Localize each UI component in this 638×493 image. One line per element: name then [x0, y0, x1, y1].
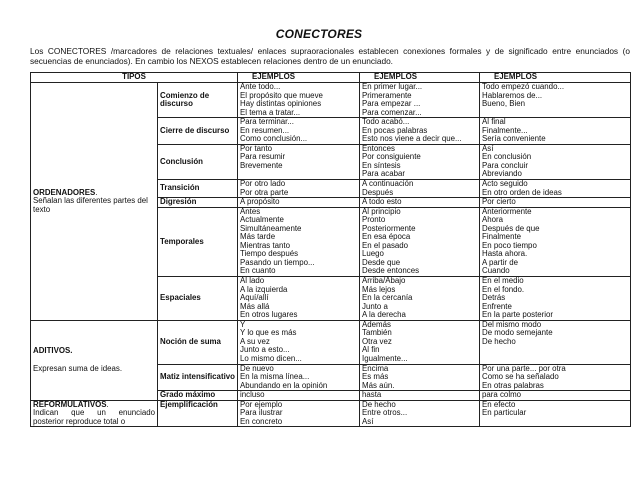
example-item: En primer lugar... [362, 83, 423, 91]
example-item: Por otra parte [240, 188, 289, 197]
example-item: Para concluir [482, 161, 529, 170]
examples-col-3 [480, 180, 631, 198]
example-item: Luego [362, 250, 384, 259]
example-item: Antes [240, 207, 261, 216]
example-item: A partir de [482, 258, 518, 267]
example-item: Después [362, 188, 394, 197]
subtype-label: Cierre de discurso [158, 118, 238, 145]
examples-col-1 [238, 320, 360, 364]
example-item: Por cierto [482, 198, 516, 207]
example-item: Brevemente [240, 161, 283, 170]
category-reformulativos [31, 400, 158, 427]
example-item: Anteriormente [482, 207, 532, 216]
example-item: Por una parte... por otra [482, 364, 566, 373]
example-item: A su vez [240, 337, 270, 346]
example-item: De modo semejante [482, 329, 553, 338]
category-description: Expresan suma de ideas. [33, 363, 123, 373]
subtype-label: Espaciales [158, 277, 238, 321]
examples-col-2 [360, 320, 480, 364]
examples-col-3 [480, 118, 631, 145]
examples-col-3 [480, 400, 631, 427]
example-item: De hecho [482, 337, 516, 346]
example-item: En conclusión [482, 153, 532, 162]
category-punct: . [95, 187, 98, 197]
example-item: Más lejos [362, 285, 396, 294]
examples-col-2 [360, 118, 480, 145]
example-item: Es más [362, 373, 389, 382]
example-item: Por otro lado [240, 180, 286, 189]
example-item: Como conclusión... [240, 135, 308, 144]
example-item: Más tarde [240, 233, 276, 242]
examples-col-3 [480, 391, 631, 401]
subtype-label: Noción de suma [158, 320, 238, 364]
example-item: incluso [240, 391, 265, 400]
examples-col-1 [238, 277, 360, 321]
example-item: Mientras tanto [240, 241, 290, 250]
example-item: A continuación [362, 180, 414, 189]
examples-col-2 [360, 198, 480, 208]
example-item: Entre otros... [362, 409, 408, 418]
examples-col-2 [360, 364, 480, 391]
example-item: Hasta ahora. [482, 250, 528, 259]
category-punct: . [106, 399, 109, 409]
header-tipos: TIPOS [31, 73, 238, 83]
examples-col-1 [238, 198, 360, 208]
example-item: Para resumir [240, 153, 286, 162]
subtype-label: Conclusión [158, 144, 238, 179]
example-item: Como se ha señalado [482, 373, 559, 382]
example-item: Abreviando [482, 170, 522, 179]
subtype-label: Comienzo de discurso [158, 83, 238, 118]
example-item: Lo mismo dicen... [240, 354, 302, 363]
example-item: Todo empezó cuando... [482, 83, 565, 91]
example-item: Por ejemplo [240, 400, 283, 409]
example-item: Para empezar ... [362, 100, 421, 109]
example-item: En poco tiempo [482, 241, 537, 250]
example-item: En el pasado [362, 241, 409, 250]
example-item: Finalmente... [482, 126, 528, 135]
example-item: Después de que [482, 224, 540, 233]
example-item: Para comenzar... [362, 108, 422, 117]
example-item: A todo esto [362, 198, 402, 207]
subtype-label: Temporales [158, 207, 238, 276]
example-item: En el medio [482, 277, 524, 286]
header-ejemplos-2: EJEMPLOS [360, 73, 480, 83]
example-item: Finalmente [482, 233, 522, 242]
example-item: Cuando [482, 267, 510, 276]
example-item: Pasando un tiempo... [240, 258, 315, 267]
example-item: Desde entonces [362, 267, 420, 276]
example-item: Desde que [362, 258, 401, 267]
subtype-label: Transición [158, 180, 238, 198]
examples-col-1 [238, 391, 360, 401]
example-item: Al lado [240, 277, 265, 286]
examples-col-2 [360, 180, 480, 198]
example-item: Arriba/Abajo [362, 277, 406, 286]
example-item: En otros lugares [240, 311, 298, 320]
example-item: para colmo [482, 391, 522, 400]
category-description: Indican que un enunciado posterior reproduce total o [33, 408, 155, 426]
category-name: ADITIVOS. [33, 346, 73, 356]
header-ejemplos-3: EJEMPLOS [480, 73, 631, 83]
example-item: Al principio [362, 207, 401, 216]
examples-col-1 [238, 118, 360, 145]
examples-col-1 [238, 180, 360, 198]
example-item: Para acabar [362, 170, 405, 179]
category-name: ORDENADORES [33, 187, 96, 197]
example-item: Todo acabó... [362, 118, 410, 127]
example-item: En síntesis [362, 161, 401, 170]
example-item: De hecho [362, 400, 396, 409]
examples-col-2 [360, 83, 480, 118]
category-aditivos [31, 320, 158, 400]
example-item: Actualmente [240, 216, 284, 225]
example-item: Por tanto [240, 144, 273, 153]
example-item: Igualmente... [362, 354, 408, 363]
example-item: Encima [362, 364, 389, 373]
example-item: Más aún. [362, 381, 395, 390]
subtype-label: Matiz intensificativo [158, 364, 238, 391]
example-item: Primeramente [362, 91, 412, 100]
header-ejemplos-1: EJEMPLOS [238, 73, 360, 83]
subtype-label: Grado máximo [158, 391, 238, 401]
examples-col-2 [360, 207, 480, 276]
example-item: Tiempo después [240, 250, 299, 259]
example-item: Para terminar... [240, 118, 294, 127]
examples-col-1 [238, 364, 360, 391]
category-name: REFORMULATIVOS [33, 399, 107, 409]
example-item: Posteriormente [362, 224, 416, 233]
example-item: Y lo que es más [240, 329, 297, 338]
example-item: Al final [482, 118, 506, 127]
table-header-row [31, 73, 631, 83]
example-item: Bueno, Bien [482, 100, 525, 109]
example-item: Por consiguiente [362, 153, 421, 162]
example-item: Para ilustrar [240, 409, 283, 418]
examples-col-2 [360, 391, 480, 401]
examples-col-2 [360, 400, 480, 427]
table-row [31, 320, 631, 364]
example-item: Del mismo modo [482, 320, 542, 329]
example-item: hasta [362, 391, 382, 400]
example-item: El tema a tratar... [240, 108, 301, 117]
category-description: Señalan las diferentes partes del texto [33, 196, 148, 214]
example-item: Aquí/allí [240, 294, 269, 303]
example-item: A la derecha [362, 311, 406, 320]
example-item: Ahora [482, 216, 504, 225]
example-item: Abundando en la opinión [240, 381, 328, 390]
example-item: Sería conveniente [482, 135, 546, 144]
example-item: Junto a [362, 302, 388, 311]
example-item: Pronto [362, 216, 386, 225]
table-body [31, 83, 631, 427]
examples-col-1 [238, 144, 360, 179]
example-item: Junto a esto... [240, 346, 290, 355]
example-item: Detrás [482, 294, 506, 303]
example-item: El propósito que mueve [240, 91, 323, 100]
example-item: Hablaremos de... [482, 91, 543, 100]
example-item: En cuanto [240, 267, 276, 276]
example-item: En resumen... [240, 126, 290, 135]
example-item: Esto nos viene a decir que... [362, 135, 462, 144]
examples-col-3 [480, 364, 631, 391]
example-item: En la misma línea... [240, 373, 310, 382]
examples-col-1 [238, 400, 360, 427]
subtype-label: Digresión [158, 198, 238, 208]
example-item: En esa época [362, 233, 411, 242]
example-item: También [362, 329, 392, 338]
example-item: Acto seguido [482, 180, 528, 189]
example-item: En efecto [482, 400, 516, 409]
examples-col-1 [238, 83, 360, 118]
example-item: Hay distintas opiniones [240, 100, 322, 109]
example-item: En concreto [240, 417, 283, 426]
examples-col-3 [480, 198, 631, 208]
example-item: Simultáneamente [240, 224, 302, 233]
examples-col-2 [360, 277, 480, 321]
examples-col-3 [480, 320, 631, 364]
examples-col-3 [480, 144, 631, 179]
example-item: En la cercanía [362, 294, 413, 303]
example-item: Ante todo... [240, 83, 281, 91]
connectors-table [30, 72, 631, 427]
category-ordenadores [31, 83, 158, 321]
examples-col-1 [238, 207, 360, 276]
example-item: Al fin [362, 346, 380, 355]
subtype-label: Ejemplificación [158, 400, 238, 427]
example-item: En el fondo. [482, 285, 525, 294]
example-item: Además [362, 320, 391, 329]
example-item: En otro orden de ideas [482, 188, 562, 197]
example-item: A la izquierda [240, 285, 288, 294]
example-item: Así [362, 417, 374, 426]
example-item: Otra vez [362, 337, 392, 346]
document-title: CONECTORES [275, 27, 363, 41]
example-item: Así [482, 144, 494, 153]
examples-col-3 [480, 207, 631, 276]
example-item: A propósito [240, 198, 280, 207]
example-item: Y [240, 320, 246, 329]
example-item: De nuevo [240, 364, 274, 373]
examples-col-2 [360, 144, 480, 179]
example-item: En otras palabras [482, 381, 544, 390]
example-item: Más allá [240, 302, 270, 311]
table-row [31, 400, 631, 427]
intro-paragraph: Los CONECTORES /marcadores de relaciones textuales/ enlaces supraoracionales establecen conexiones formales y de significado entre enunciados (o secuencias de enunciados). En cambio los NEXOS establecen relaciones dentro de un enunciado. [30, 46, 630, 67]
example-item: Enfrente [482, 302, 512, 311]
examples-col-3 [480, 277, 631, 321]
example-item: Entonces [362, 144, 395, 153]
table-row [31, 83, 631, 118]
examples-col-3 [480, 83, 631, 118]
example-item: En pocas palabras [362, 126, 428, 135]
example-item: En particular [482, 409, 527, 418]
example-item: En la parte posterior [482, 311, 554, 320]
